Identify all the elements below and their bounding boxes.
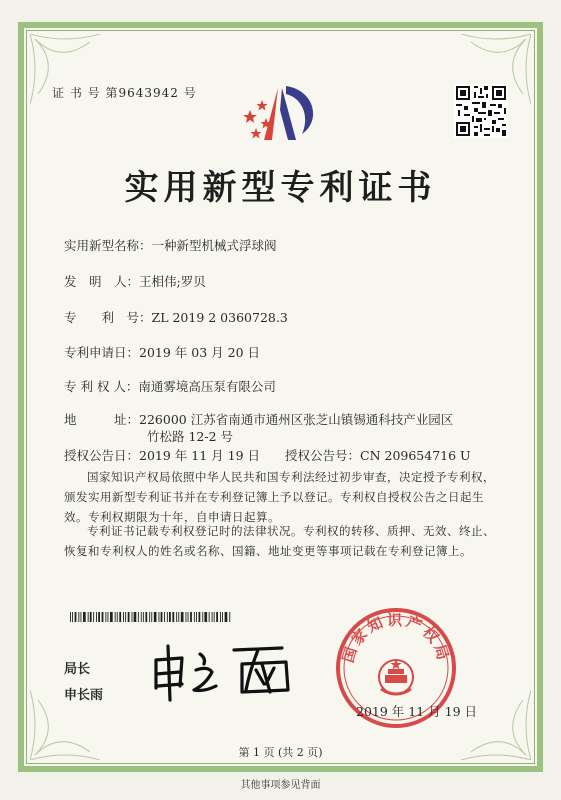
patentee-value: 南通雾境高压泵有限公司	[138, 379, 276, 394]
filing-date-label: 专利申请日：	[64, 345, 140, 360]
patentee-row	[64, 377, 276, 395]
inventor-value: 王相伟;罗贝	[139, 274, 206, 289]
patent-number-label: 专 利 号：	[64, 310, 152, 325]
director-signature	[150, 640, 300, 702]
certificate-number: 证 书 号 第9643942 号	[52, 86, 197, 100]
inventor-label: 发 明 人：	[64, 274, 140, 289]
national-emblem-icon	[379, 659, 413, 694]
grant-date-label: 授权公告日：	[64, 448, 140, 463]
inventor-row	[64, 272, 206, 290]
page-indicator: 第 1 页 (共 2 页)	[238, 746, 323, 759]
patent-number-value: ZL 2019 2 0360728.3	[151, 310, 288, 325]
qr-code	[454, 84, 508, 138]
patent-number-row	[64, 308, 288, 326]
legal-paragraph-1: 国家知识产权局依照中华人民共和国专利法经过初步审查，决定授予专利权，颁发实用新型专利证书并在专利登记簿上予以登记。专利权自授权公告之日起生效。专利权期限为十年，自申请日起算。	[64, 470, 495, 524]
utility-name-row	[64, 236, 277, 254]
footer-note: 其他事项参见背面	[240, 780, 321, 791]
grant-number-row	[285, 446, 471, 464]
address-line1: 226000 江苏省南通市通州区张芝山镇锡通科技产业园区	[139, 412, 454, 427]
grant-date-row	[64, 446, 260, 464]
seal-date: 2019 年 11 月 19 日	[356, 704, 477, 719]
grant-number-value: CN 209654716 U	[360, 448, 471, 463]
patentee-label: 专 利 权 人：	[64, 379, 139, 394]
filing-date-row	[64, 343, 260, 361]
address-line2: 竹松路 12-2 号	[147, 429, 234, 444]
address-row	[64, 410, 453, 428]
grant-date-value: 2019 年 11 月 19 日	[139, 448, 261, 463]
certificate-title: 实用新型专利证书	[124, 168, 437, 208]
utility-name-value: 一种新型机械式浮球阀	[151, 238, 277, 253]
barcode	[70, 612, 232, 622]
svg-text:国家知识产权局: 国家知识产权局	[338, 611, 454, 665]
legal-paragraph-2: 专利证书记载专利权登记时的法律状况。专利权的转移、质押、无效、终止、恢复和专利权人的姓名或名称、国籍、地址变更等事项记载在专利登记簿上。	[64, 524, 495, 558]
cnipa-logo-icon	[236, 80, 326, 150]
director-name: 申长雨	[64, 688, 104, 703]
utility-name-label: 实用新型名称：	[64, 238, 152, 253]
grant-number-label: 授权公告号：	[285, 448, 361, 463]
director-title: 局长	[64, 662, 91, 677]
filing-date-value: 2019 年 03 月 20 日	[139, 345, 261, 360]
address-label: 地 址：	[64, 412, 140, 427]
